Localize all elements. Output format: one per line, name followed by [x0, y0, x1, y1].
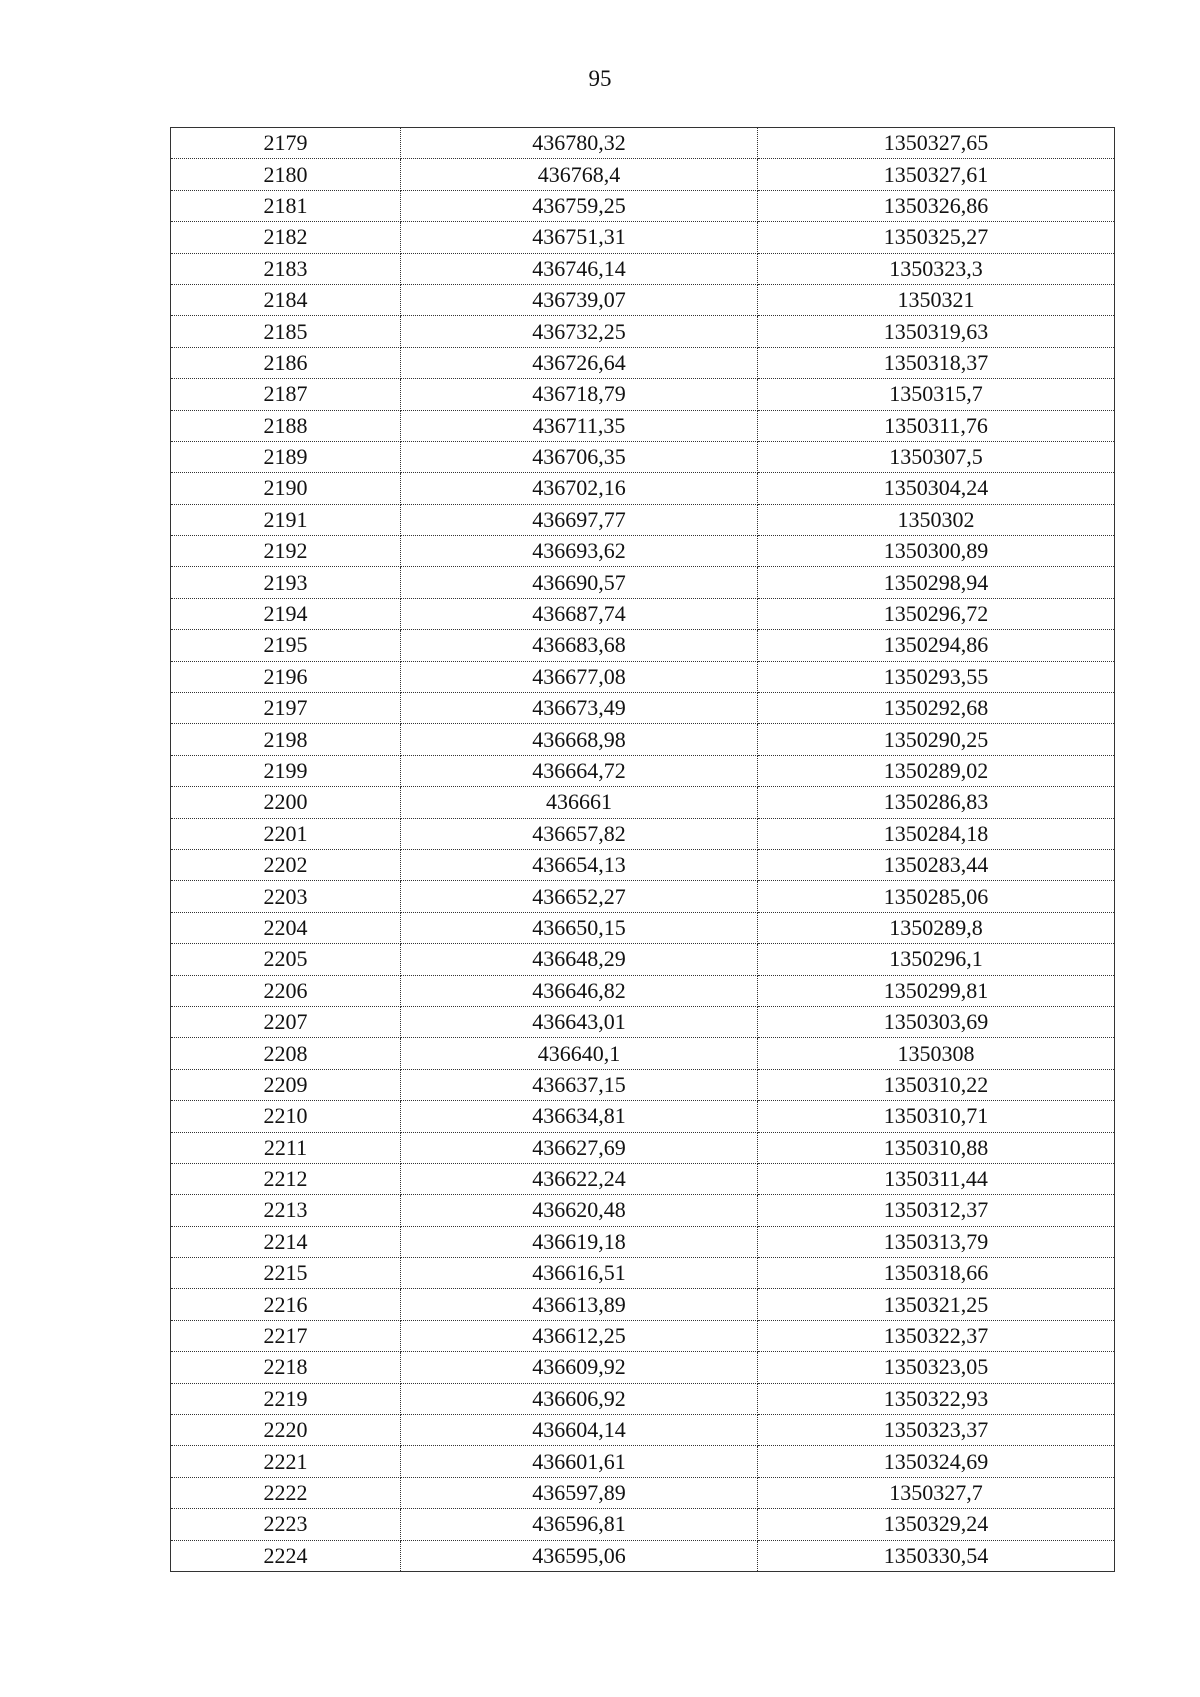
table-row	[171, 598, 1115, 629]
x-coordinate-cell: 436654,13	[401, 849, 758, 880]
point-number-cell: 2186	[171, 347, 401, 378]
point-number-cell: 2180	[171, 159, 401, 190]
table-row	[171, 504, 1115, 535]
point-number-cell: 2192	[171, 536, 401, 567]
point-number-cell: 2184	[171, 284, 401, 315]
point-number-cell: 2204	[171, 912, 401, 943]
y-coordinate-cell: 1350311,76	[758, 410, 1115, 441]
x-coordinate-cell: 436732,25	[401, 316, 758, 347]
x-coordinate-cell: 436661	[401, 787, 758, 818]
table-row	[171, 1509, 1115, 1540]
point-number-cell: 2209	[171, 1069, 401, 1100]
point-number-cell: 2203	[171, 881, 401, 912]
y-coordinate-cell: 1350310,88	[758, 1132, 1115, 1163]
x-coordinate-cell: 436609,92	[401, 1352, 758, 1383]
y-coordinate-cell: 1350289,8	[758, 912, 1115, 943]
y-coordinate-cell: 1350300,89	[758, 536, 1115, 567]
x-coordinate-cell: 436637,15	[401, 1069, 758, 1100]
table-row	[171, 787, 1115, 818]
table-row	[171, 1383, 1115, 1414]
table-row	[171, 1352, 1115, 1383]
x-coordinate-cell: 436668,98	[401, 724, 758, 755]
coordinates-table	[170, 127, 1115, 1572]
x-coordinate-cell: 436652,27	[401, 881, 758, 912]
point-number-cell: 2199	[171, 755, 401, 786]
point-number-cell: 2219	[171, 1383, 401, 1414]
y-coordinate-cell: 1350326,86	[758, 190, 1115, 221]
point-number-cell: 2187	[171, 379, 401, 410]
table-row	[171, 410, 1115, 441]
x-coordinate-cell: 436677,08	[401, 661, 758, 692]
point-number-cell: 2181	[171, 190, 401, 221]
y-coordinate-cell: 1350322,37	[758, 1320, 1115, 1351]
y-coordinate-cell: 1350296,1	[758, 944, 1115, 975]
x-coordinate-cell: 436673,49	[401, 693, 758, 724]
y-coordinate-cell: 1350321,25	[758, 1289, 1115, 1320]
point-number-cell: 2218	[171, 1352, 401, 1383]
point-number-cell: 2222	[171, 1477, 401, 1508]
point-number-cell: 2188	[171, 410, 401, 441]
y-coordinate-cell: 1350313,79	[758, 1226, 1115, 1257]
y-coordinate-cell: 1350311,44	[758, 1163, 1115, 1194]
x-coordinate-cell: 436664,72	[401, 755, 758, 786]
coordinates-table-body	[171, 128, 1115, 1572]
y-coordinate-cell: 1350323,37	[758, 1415, 1115, 1446]
y-coordinate-cell: 1350318,66	[758, 1258, 1115, 1289]
table-row	[171, 693, 1115, 724]
y-coordinate-cell: 1350293,55	[758, 661, 1115, 692]
y-coordinate-cell: 1350321	[758, 284, 1115, 315]
x-coordinate-cell: 436746,14	[401, 253, 758, 284]
y-coordinate-cell: 1350299,81	[758, 975, 1115, 1006]
point-number-cell: 2183	[171, 253, 401, 284]
table-row	[171, 1540, 1115, 1571]
x-coordinate-cell: 436726,64	[401, 347, 758, 378]
y-coordinate-cell: 1350296,72	[758, 598, 1115, 629]
point-number-cell: 2205	[171, 944, 401, 975]
y-coordinate-cell: 1350298,94	[758, 567, 1115, 598]
table-row	[171, 1415, 1115, 1446]
table-row	[171, 1226, 1115, 1257]
table-row	[171, 284, 1115, 315]
y-coordinate-cell: 1350318,37	[758, 347, 1115, 378]
point-number-cell: 2206	[171, 975, 401, 1006]
y-coordinate-cell: 1350285,06	[758, 881, 1115, 912]
x-coordinate-cell: 436768,4	[401, 159, 758, 190]
table-row	[171, 881, 1115, 912]
table-row	[171, 347, 1115, 378]
table-row	[171, 1101, 1115, 1132]
x-coordinate-cell: 436595,06	[401, 1540, 758, 1571]
table-row	[171, 567, 1115, 598]
table-row	[171, 849, 1115, 880]
point-number-cell: 2197	[171, 693, 401, 724]
y-coordinate-cell: 1350308	[758, 1038, 1115, 1069]
x-coordinate-cell: 436739,07	[401, 284, 758, 315]
table-row	[171, 1195, 1115, 1226]
x-coordinate-cell: 436711,35	[401, 410, 758, 441]
y-coordinate-cell: 1350302	[758, 504, 1115, 535]
point-number-cell: 2189	[171, 441, 401, 472]
point-number-cell: 2191	[171, 504, 401, 535]
x-coordinate-cell: 436657,82	[401, 818, 758, 849]
table-row	[171, 1163, 1115, 1194]
point-number-cell: 2221	[171, 1446, 401, 1477]
y-coordinate-cell: 1350304,24	[758, 473, 1115, 504]
table-row	[171, 1132, 1115, 1163]
y-coordinate-cell: 1350329,24	[758, 1509, 1115, 1540]
x-coordinate-cell: 436780,32	[401, 128, 758, 159]
page-number: 95	[588, 66, 612, 91]
y-coordinate-cell: 1350290,25	[758, 724, 1115, 755]
table-row	[171, 1006, 1115, 1037]
table-row	[171, 724, 1115, 755]
table-row	[171, 316, 1115, 347]
x-coordinate-cell: 436612,25	[401, 1320, 758, 1351]
table-row	[171, 1477, 1115, 1508]
point-number-cell: 2195	[171, 630, 401, 661]
point-number-cell: 2182	[171, 222, 401, 253]
y-coordinate-cell: 1350307,5	[758, 441, 1115, 472]
x-coordinate-cell: 436604,14	[401, 1415, 758, 1446]
x-coordinate-cell: 436650,15	[401, 912, 758, 943]
x-coordinate-cell: 436718,79	[401, 379, 758, 410]
x-coordinate-cell: 436606,92	[401, 1383, 758, 1414]
point-number-cell: 2211	[171, 1132, 401, 1163]
table-row	[171, 222, 1115, 253]
x-coordinate-cell: 436597,89	[401, 1477, 758, 1508]
x-coordinate-cell: 436690,57	[401, 567, 758, 598]
point-number-cell: 2201	[171, 818, 401, 849]
point-number-cell: 2216	[171, 1289, 401, 1320]
x-coordinate-cell: 436601,61	[401, 1446, 758, 1477]
x-coordinate-cell: 436706,35	[401, 441, 758, 472]
table-row	[171, 379, 1115, 410]
point-number-cell: 2190	[171, 473, 401, 504]
x-coordinate-cell: 436697,77	[401, 504, 758, 535]
y-coordinate-cell: 1350284,18	[758, 818, 1115, 849]
y-coordinate-cell: 1350303,69	[758, 1006, 1115, 1037]
point-number-cell: 2214	[171, 1226, 401, 1257]
x-coordinate-cell: 436627,69	[401, 1132, 758, 1163]
table-row	[171, 190, 1115, 221]
table-row	[171, 536, 1115, 567]
y-coordinate-cell: 1350325,27	[758, 222, 1115, 253]
point-number-cell: 2196	[171, 661, 401, 692]
point-number-cell: 2220	[171, 1415, 401, 1446]
table-row	[171, 128, 1115, 159]
point-number-cell: 2179	[171, 128, 401, 159]
point-number-cell: 2215	[171, 1258, 401, 1289]
y-coordinate-cell: 1350322,93	[758, 1383, 1115, 1414]
y-coordinate-cell: 1350315,7	[758, 379, 1115, 410]
point-number-cell: 2213	[171, 1195, 401, 1226]
point-number-cell: 2207	[171, 1006, 401, 1037]
x-coordinate-cell: 436759,25	[401, 190, 758, 221]
point-number-cell: 2217	[171, 1320, 401, 1351]
point-number-cell: 2208	[171, 1038, 401, 1069]
table-row	[171, 1258, 1115, 1289]
x-coordinate-cell: 436640,1	[401, 1038, 758, 1069]
table-row	[171, 1446, 1115, 1477]
y-coordinate-cell: 1350286,83	[758, 787, 1115, 818]
table-row	[171, 1069, 1115, 1100]
point-number-cell: 2193	[171, 567, 401, 598]
x-coordinate-cell: 436646,82	[401, 975, 758, 1006]
x-coordinate-cell: 436619,18	[401, 1226, 758, 1257]
y-coordinate-cell: 1350310,71	[758, 1101, 1115, 1132]
y-coordinate-cell: 1350327,65	[758, 128, 1115, 159]
y-coordinate-cell: 1350323,3	[758, 253, 1115, 284]
y-coordinate-cell: 1350312,37	[758, 1195, 1115, 1226]
y-coordinate-cell: 1350310,22	[758, 1069, 1115, 1100]
table-row	[171, 473, 1115, 504]
y-coordinate-cell: 1350292,68	[758, 693, 1115, 724]
table-row	[171, 912, 1115, 943]
x-coordinate-cell: 436687,74	[401, 598, 758, 629]
point-number-cell: 2194	[171, 598, 401, 629]
x-coordinate-cell: 436643,01	[401, 1006, 758, 1037]
point-number-cell: 2198	[171, 724, 401, 755]
x-coordinate-cell: 436751,31	[401, 222, 758, 253]
y-coordinate-cell: 1350330,54	[758, 1540, 1115, 1571]
x-coordinate-cell: 436702,16	[401, 473, 758, 504]
x-coordinate-cell: 436596,81	[401, 1509, 758, 1540]
table-row	[171, 755, 1115, 786]
table-row	[171, 818, 1115, 849]
point-number-cell: 2210	[171, 1101, 401, 1132]
x-coordinate-cell: 436616,51	[401, 1258, 758, 1289]
table-row	[171, 159, 1115, 190]
x-coordinate-cell: 436622,24	[401, 1163, 758, 1194]
x-coordinate-cell: 436634,81	[401, 1101, 758, 1132]
point-number-cell: 2223	[171, 1509, 401, 1540]
y-coordinate-cell: 1350289,02	[758, 755, 1115, 786]
table-row	[171, 441, 1115, 472]
table-row	[171, 1289, 1115, 1320]
point-number-cell: 2185	[171, 316, 401, 347]
point-number-cell: 2200	[171, 787, 401, 818]
table-row	[171, 253, 1115, 284]
x-coordinate-cell: 436613,89	[401, 1289, 758, 1320]
table-row	[171, 1038, 1115, 1069]
point-number-cell: 2202	[171, 849, 401, 880]
table-row	[171, 1320, 1115, 1351]
y-coordinate-cell: 1350327,7	[758, 1477, 1115, 1508]
y-coordinate-cell: 1350283,44	[758, 849, 1115, 880]
y-coordinate-cell: 1350327,61	[758, 159, 1115, 190]
table-row	[171, 661, 1115, 692]
table-row	[171, 630, 1115, 661]
y-coordinate-cell: 1350324,69	[758, 1446, 1115, 1477]
y-coordinate-cell: 1350319,63	[758, 316, 1115, 347]
y-coordinate-cell: 1350323,05	[758, 1352, 1115, 1383]
table-row	[171, 975, 1115, 1006]
x-coordinate-cell: 436683,68	[401, 630, 758, 661]
x-coordinate-cell: 436648,29	[401, 944, 758, 975]
point-number-cell: 2212	[171, 1163, 401, 1194]
x-coordinate-cell: 436693,62	[401, 536, 758, 567]
point-number-cell: 2224	[171, 1540, 401, 1571]
y-coordinate-cell: 1350294,86	[758, 630, 1115, 661]
x-coordinate-cell: 436620,48	[401, 1195, 758, 1226]
table-row	[171, 944, 1115, 975]
